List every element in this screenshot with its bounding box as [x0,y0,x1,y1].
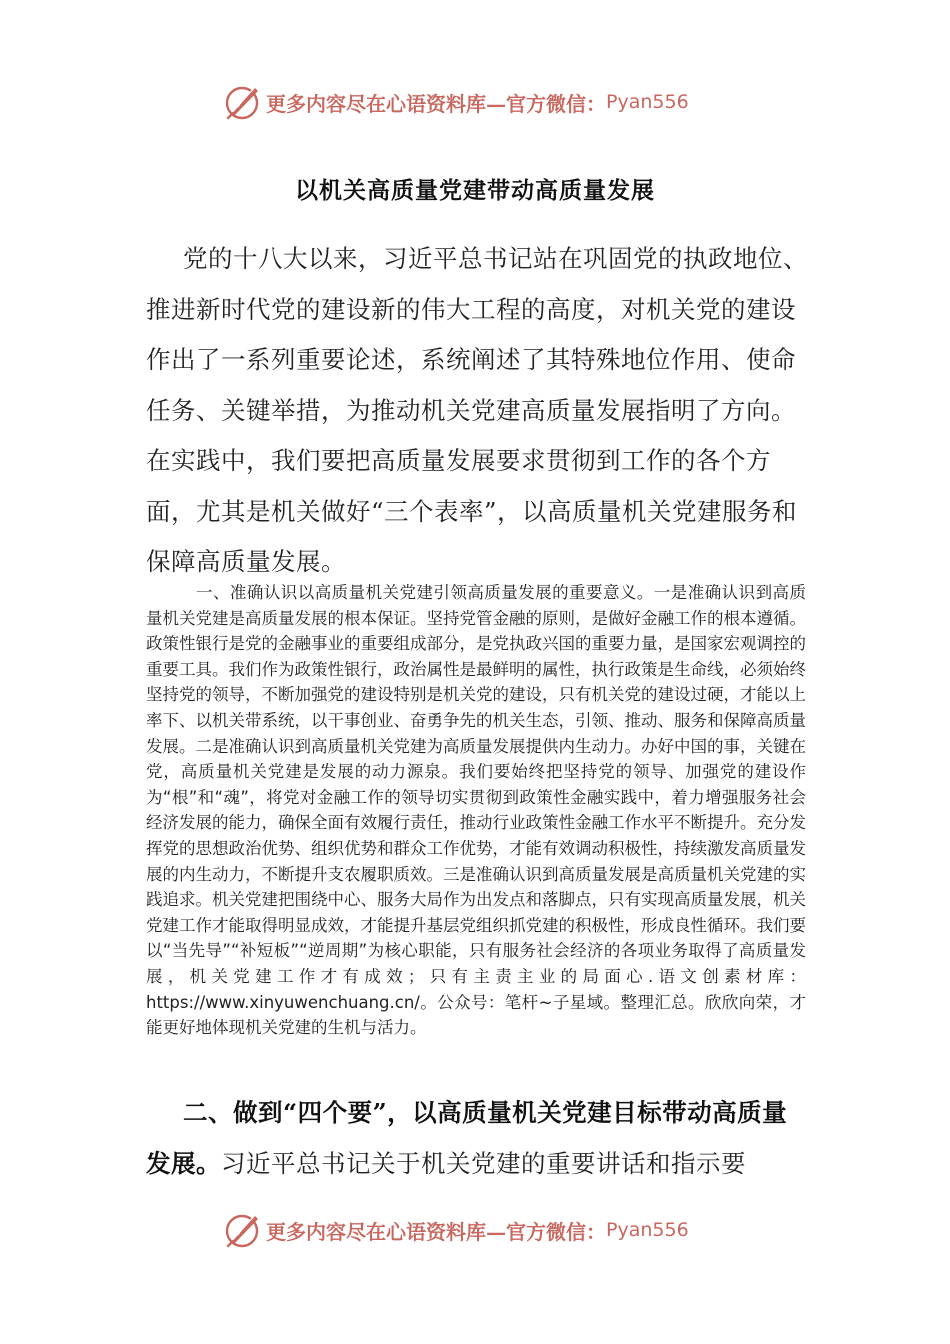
intro-paragraph: 党的十八大以来，习近平总书记站在巩固党的执政地位、推进新时代党的建设新的伟大工程的高度，对机关党的建设作出了一系列重要论述，系统阐述了其特殊地位作用、使命任务、关键举措，为推动机关党建高质量发展指明了方向。在实践中，我们要把高质量发展要求贯彻到工作的各个方面，尤其是机关做好“三个表率”，以高质量机关党建服务和保障高质量发展。 [146,244,808,576]
header-banner [222,82,742,122]
footer-banner [222,1210,742,1250]
banner-text: 更多内容尽在心语资料库—官方微信： [266,91,606,116]
section-1-paragraph: 一、准确认识以高质量机关党建引领高质量发展的重要意义。一是准确认识到高质量机关党建是高质量发展的根本保证。坚持党管金融的原则，是做好金融工作的根本遵循。政策性银行是党的金融事业的重要组成部分，是党执政兴国的重要力量，是国家宏观调控的重要工具。我们作为政策性银行，政治属性是最鲜明的属性，执行政策是生命线，必须始终坚持党的领导，不断加强党的建设特别是机关党的建设，只有机关党的建设过硬，才能以上率下、以机关带系统，以干事创业、奋勇争先的机关生态，引领、推动、服务和保障高质量发展。二是准确认识到高质量机关党建为高质量发展提供内生动力。办好中国的事，关键在党，高质量机关党建是发展的动力源泉。我们要始终把坚持党的领导、加强党的建设作为“根”和“魂”，将党对金融工作的领导切实贯彻到政策性金融实践中，着力增强服务社会经济发展的能力，确保全面有效履行责任，推动行业政策性金融工作水平不断提升。充分发挥党的思想政治优势、组织优势和群众工作优势，才能有效调动积极性，持续激发高质量发展的内生动力，不断提升支农履职质效。三是准确认识到高质量发展是高质量机关党建的实践追求。机关党建把围绕中心、服务大局作为出发点和落脚点，只有实现高质量发展，机关党建工作才能取得明显成效，才能提升基层党组织抓党建的积极性，形成良性循环。我们要以“当先导”“补短板”“逆周期”为核心职能，只有服务社会经济的各项业务取得了高质量发展，机关党建工作才有成效；只有主责主业的局面心.语文创素材库：https://www.xinyuwenchuang.cn/。公众号：笔杆~子星域。整理汇总。欣欣向荣，才能更好地体现机关党建的生机与活力。 [146,583,806,1038]
section-2-paragraph [146,1088,812,1189]
quill-pen-logo-icon [222,1210,262,1250]
section-2-heading: 二、做到“四个要”，以高质量机关党建目标带动高质量发展。 [146,1098,788,1178]
section-2-text: 习近平总书记关于机关党建的重要讲话和指示要 [221,1148,746,1178]
quill-pen-logo-icon [222,82,262,122]
banner-wechat-id: Pyan556 [606,1219,689,1241]
banner-wechat-id: Pyan556 [606,91,689,113]
banner-text: 更多内容尽在心语资料库—官方微信： [266,1219,606,1244]
document-title: 以机关高质量党建带动高质量发展 [295,177,655,204]
